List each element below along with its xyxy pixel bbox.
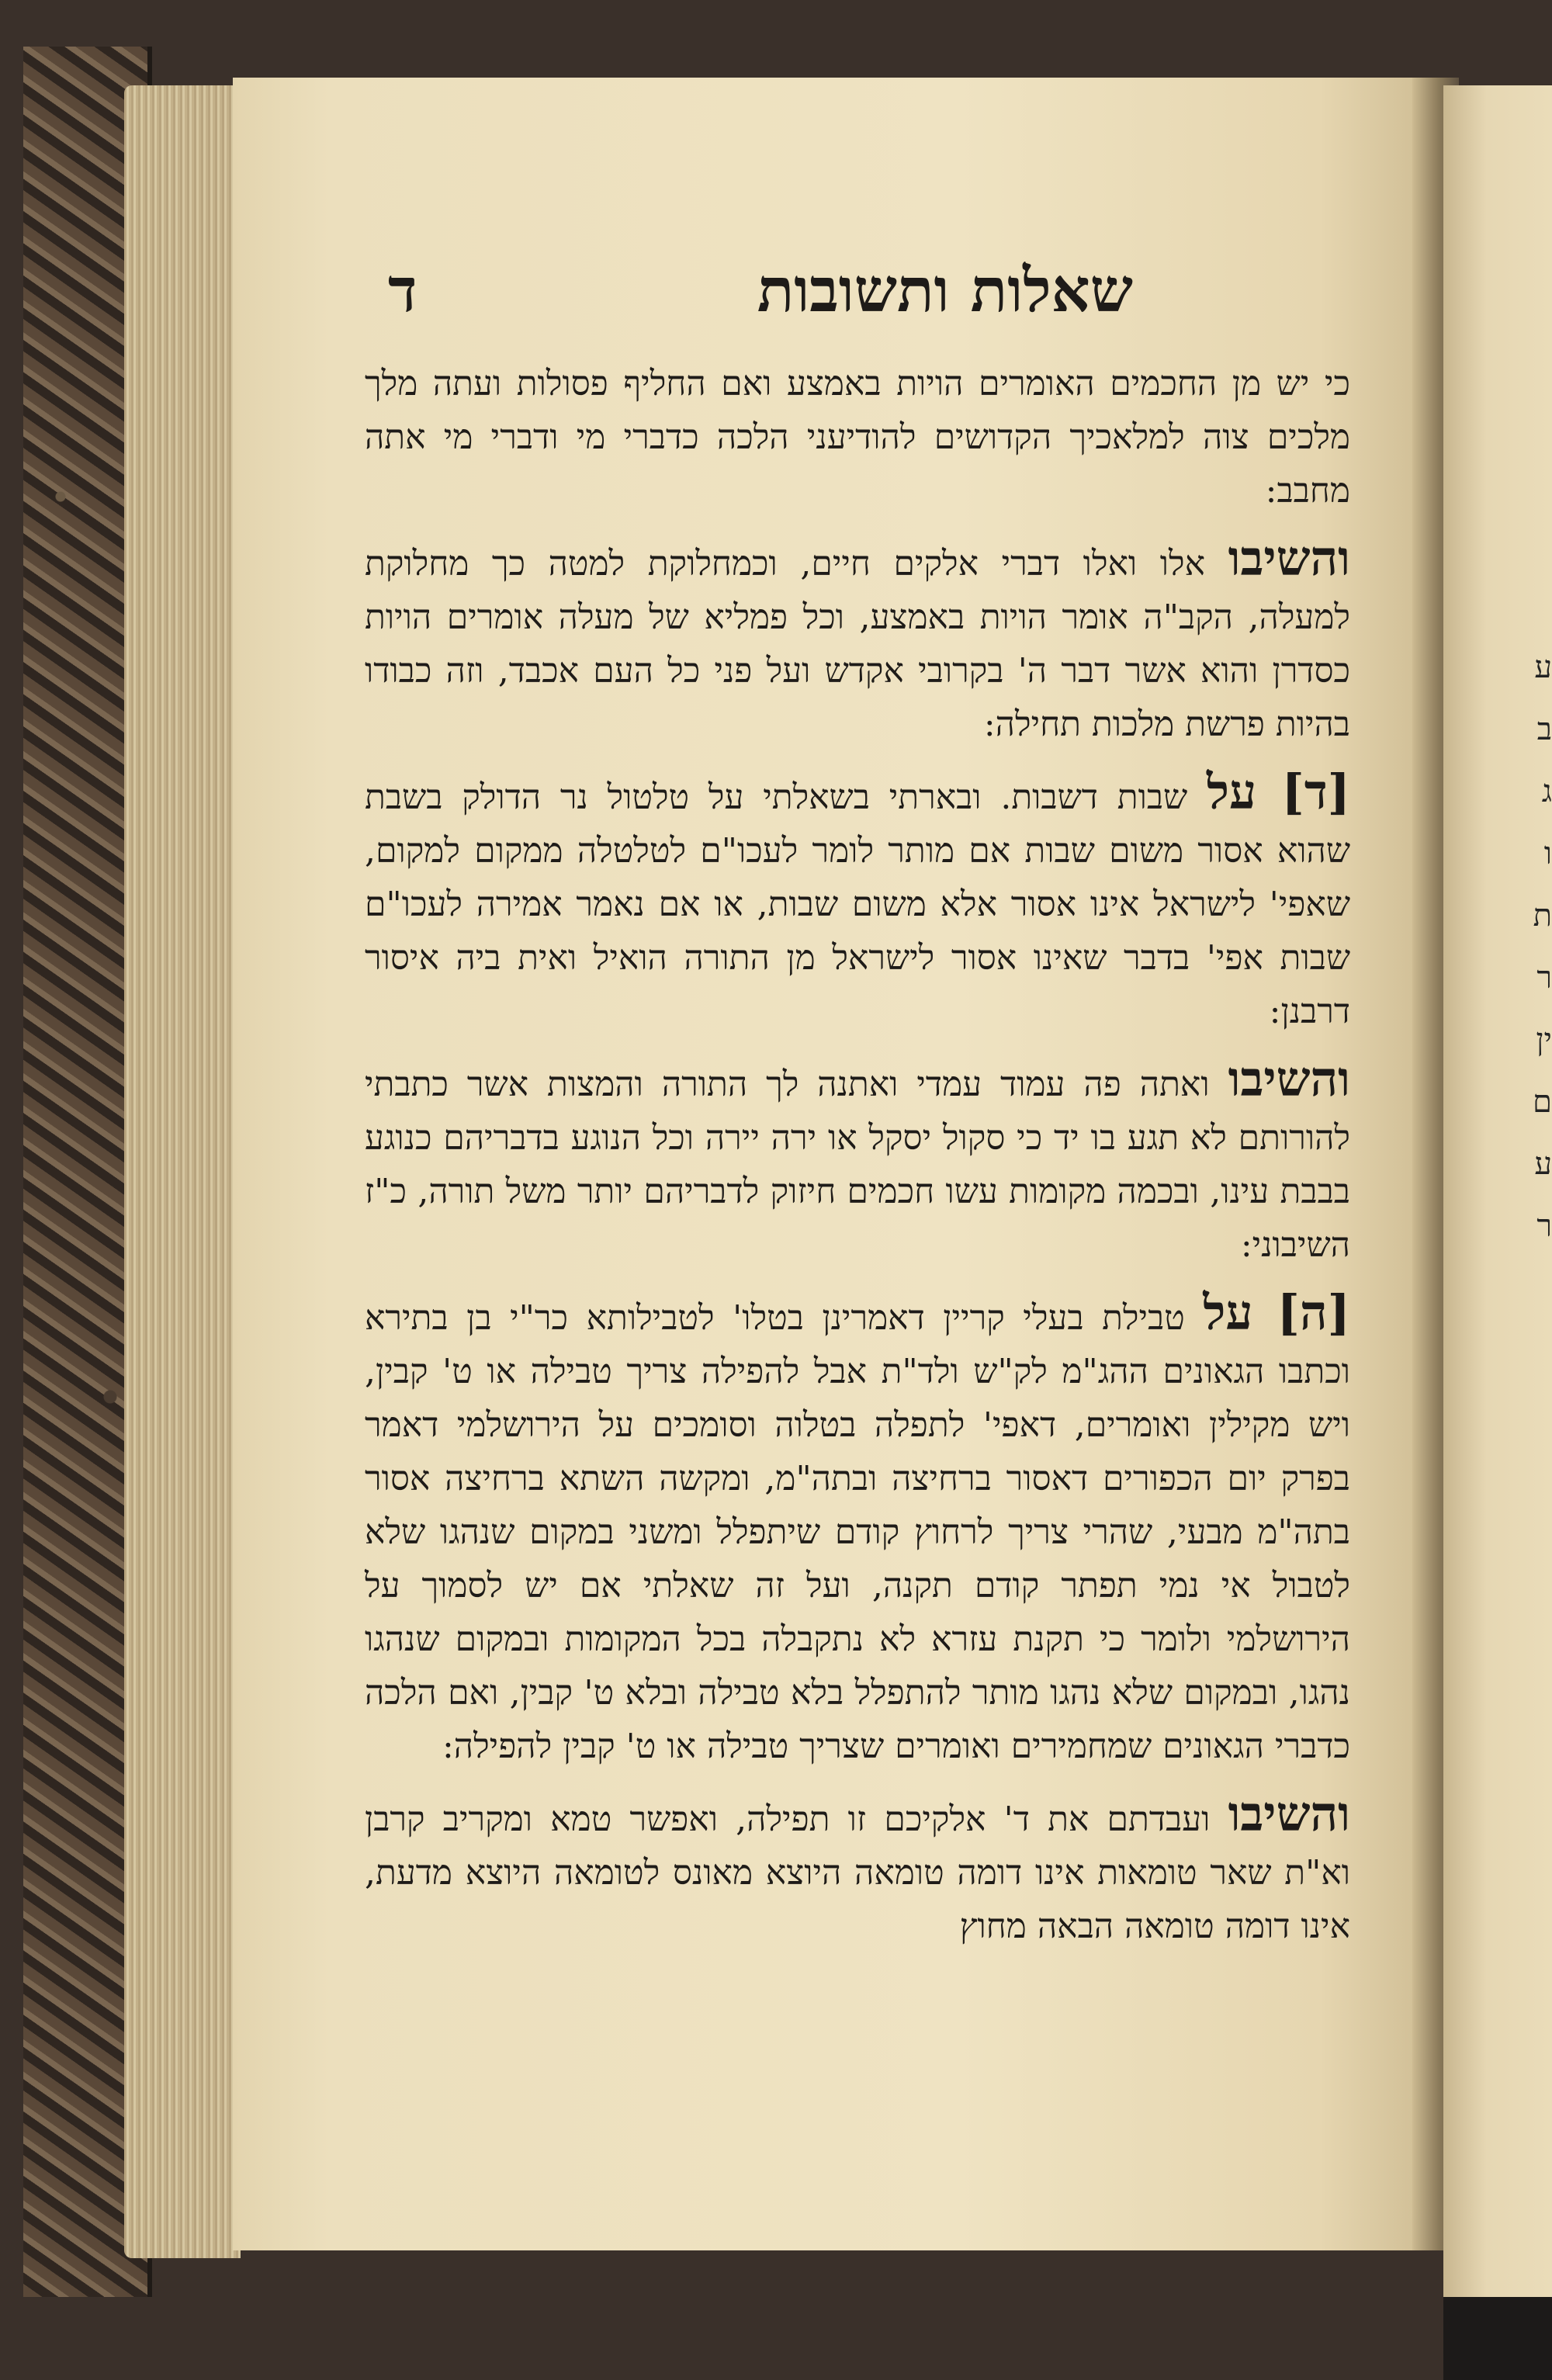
facing-letter: ר	[1536, 1208, 1552, 1244]
page-text	[365, 255, 1350, 1967]
background-strip	[1443, 2297, 1552, 2380]
paragraph	[365, 1286, 1350, 1773]
paragraph-text: שבות דשבות. ובארתי בשאלתי על טלטול נר הדולק בשבת שהוא אסור משום שבות אם מותר לומר לעכו"ם לטלטלה ממקום למקום, שאפי' לישראל אינו אסור אלא משום שבות, או אם נאמר אמירה לעכו"ם שבות אפי' בדבר שאינו אסור לישראל מן התורה הואיל ואית ביה איסור דרבנן:	[365, 778, 1350, 1031]
paragraph-text: אלו ואלו דברי אלקים חיים, וכמחלוקת למטה כך מחלוקת למעלה, הקב"ה אומר הויות באמצע, וכל פמליא של מעלה אומרים הויות כסדרן והוא אשר דבר ה' בקרובי אקדש ועל פני כל העם אכבד, וזה כבודו בהיות פרשת מלכות תחילה:	[365, 544, 1350, 744]
page-number: ד	[388, 255, 417, 326]
paragraph-text: ואתה פה עמוד עמדי ואתנה לך התורה והמצות אשר כתבתי להורותם לא תגע בו יד כי סקול יסקל או ירה יירה וכל הנוגע בדבריהם כנוגע בבבת עינו, ובכמה מקומות עשו חכמים חיזוק לדבריהם יותר משל תורה, כ"ז השיבוני:	[365, 1065, 1350, 1265]
paragraph-text: ועבדתם את ד' אלקיכם זו תפילה, ואפשר טמא ומקריב קרבן וא"ת שאר טומאות אינו דומה טומאה היוצא מאונס לטומאה היוצא מדעת, אינו דומה טומאה הבאה מחוץ	[365, 1800, 1350, 1946]
paragraph	[365, 1052, 1350, 1272]
paragraph-lead-word: והשיבו	[1228, 1786, 1350, 1842]
facing-letter: ם	[1533, 1084, 1552, 1120]
paragraph-text: כי יש מן החכמים האומרים הויות באמצע ואם החליף פסולות ועתה מלך מלכים צוה למלאכיך הקדושים להודיעני הלכה כדברי מי ודברי מי אתה מחבב:	[365, 364, 1350, 511]
running-header	[365, 255, 1350, 341]
facing-page-text	[1533, 636, 1552, 1257]
paragraph-lead-word: [ה] על	[1203, 1284, 1350, 1341]
page-edges	[124, 85, 241, 2258]
paragraph	[365, 532, 1350, 751]
facing-letter: ע	[1534, 1146, 1552, 1182]
paragraph	[365, 1787, 1350, 1953]
facing-letter: ר	[1536, 960, 1552, 996]
paragraph-lead-word: [ד] על	[1207, 764, 1350, 820]
paragraph-text: טבילת בעלי קריין דאמרינן בטלו' לטבילותא כר"י בן בתירא וכתבו הגאונים ההג"מ לק"ש ולד"ת אבל להפילה צריך טבילה או ט' קבין, ויש מקילין ואומרים, דאפי' לתפלה בטלוה וסומכים על הירושלמי דאמר בפרק יום הכפורים דאסור ברחיצה ובתה"מ, ומקשה השתא ברחיצה אסור בתה"מ מבעי, שהרי צריך לרחוץ קודם שיתפלל ומשני במקום שנהגו שלא לטבול אי נמי תפתר קודם תקנה, ועל זה שאלתי אם יש לסמוך על הירושלמי ולומר כי תקנת עזרא לא נתקבלה בכל המקומות ובמקום שנהגו נהגו, ובמקום שלא נהגו מותר להתפלל בלא טבילה ובלא ט' קבין, ואם הלכה כדברי הגאונים שמחמירים ואומרים שצריך טבילה או ט' קבין להפילה:	[365, 1298, 1350, 1766]
facing-letter: ב	[1536, 712, 1552, 747]
paragraph	[365, 765, 1350, 1038]
facing-letter: ת	[1533, 898, 1552, 934]
facing-letter: ין	[1536, 1022, 1552, 1058]
facing-letter: ג	[1541, 774, 1552, 809]
paragraph-lead-word: והשיבו	[1228, 530, 1350, 587]
facing-letter: ע	[1534, 650, 1552, 685]
facing-letter: ו	[1543, 836, 1552, 871]
page-title: שאלות ותשובות	[757, 255, 1133, 326]
paragraph	[365, 357, 1350, 518]
paragraph-lead-word: והשיבו	[1228, 1051, 1350, 1107]
